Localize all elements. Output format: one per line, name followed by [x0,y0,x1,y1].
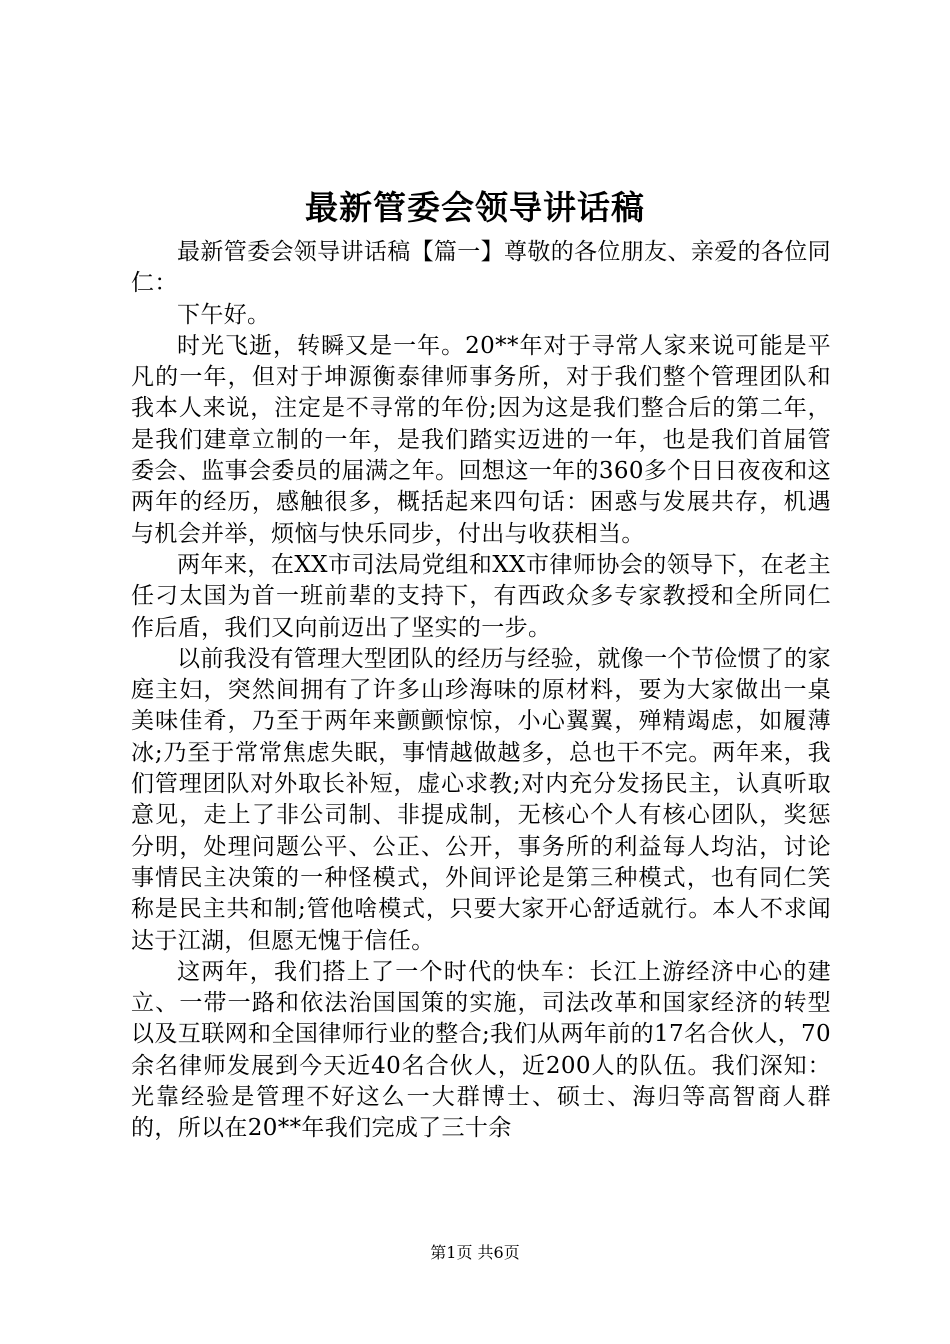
paragraph-two-years: 两年来，在XX市司法局党组和XX市律师协会的领导下，在老主任刁太国为首一班前辈的支持下，有西政众多专家教授和全所同仁作后盾，我们又向前迈出了坚实的一步。 [131,551,831,641]
paragraph-year-review: 时光飞逝，转瞬又是一年。20**年对于寻常人家来说可能是平凡的一年，但对于坤源衡泰律师事务所，对于我们整个管理团队和我本人来说，注定是不寻常的年份;因为这是我们整合后的第二年，是我们建章立制的一年，是我们踏实迈进的一年，也是我们首届管委会、监事会委员的届满之年。回想这一年的360多个日日夜夜和这两年的经历，感触很多，概括起来四句话：困惑与发展共存，机遇与机会并举，烦恼与快乐同步，付出与收获相当。 [131,332,831,547]
paragraph-era: 这两年，我们搭上了一个时代的快车：长江上游经济中心的建立、一带一路和依法治国国策的实施，司法改革和国家经济的转型以及互联网和全国律师行业的整合;我们从两年前的17名合伙人，70余名律师发展到今天近40名合伙人，近200人的队伍。我们深知：光靠经验是管理不好这么一大群博士、硕士、海归等高智商人群的，所以在20**年我们完成了三十余 [131,958,831,1142]
paragraph-management: 以前我没有管理大型团队的经历与经验，就像一个节俭惯了的家庭主妇，突然间拥有了许多山珍海味的原材料，要为大家做出一桌美味佳肴，乃至于两年来颤颤惊惊，小心翼翼，殚精竭虑，如履薄冰;乃至于常常焦虑失眠，事情越做越多，总也干不完。两年来，我们管理团队对外取长补短，虚心求教;对内充分发扬民主，认真听取意见，走上了非公司制、非提成制，无核心个人有核心团队，奖惩分明，处理问题公平、公正、公开，事务所的利益每人均沾，讨论事情民主决策的一种怪模式，外间评论是第三种模式，也有同仁笑称是民主共和制;管他啥模式，只要大家开心舒适就行。本人不求闻达于江湖，但愿无愧于信任。 [131,645,831,954]
document-body [131,237,831,1145]
paragraph-greeting: 下午好。 [177,301,271,328]
paragraph-opening: 最新管委会领导讲话稿【篇一】尊敬的各位朋友、亲爱的各位同仁： [131,239,831,297]
page-footer: 第1页 共6页 [430,1243,520,1262]
document-title: 最新管委会领导讲话稿 [305,188,645,227]
